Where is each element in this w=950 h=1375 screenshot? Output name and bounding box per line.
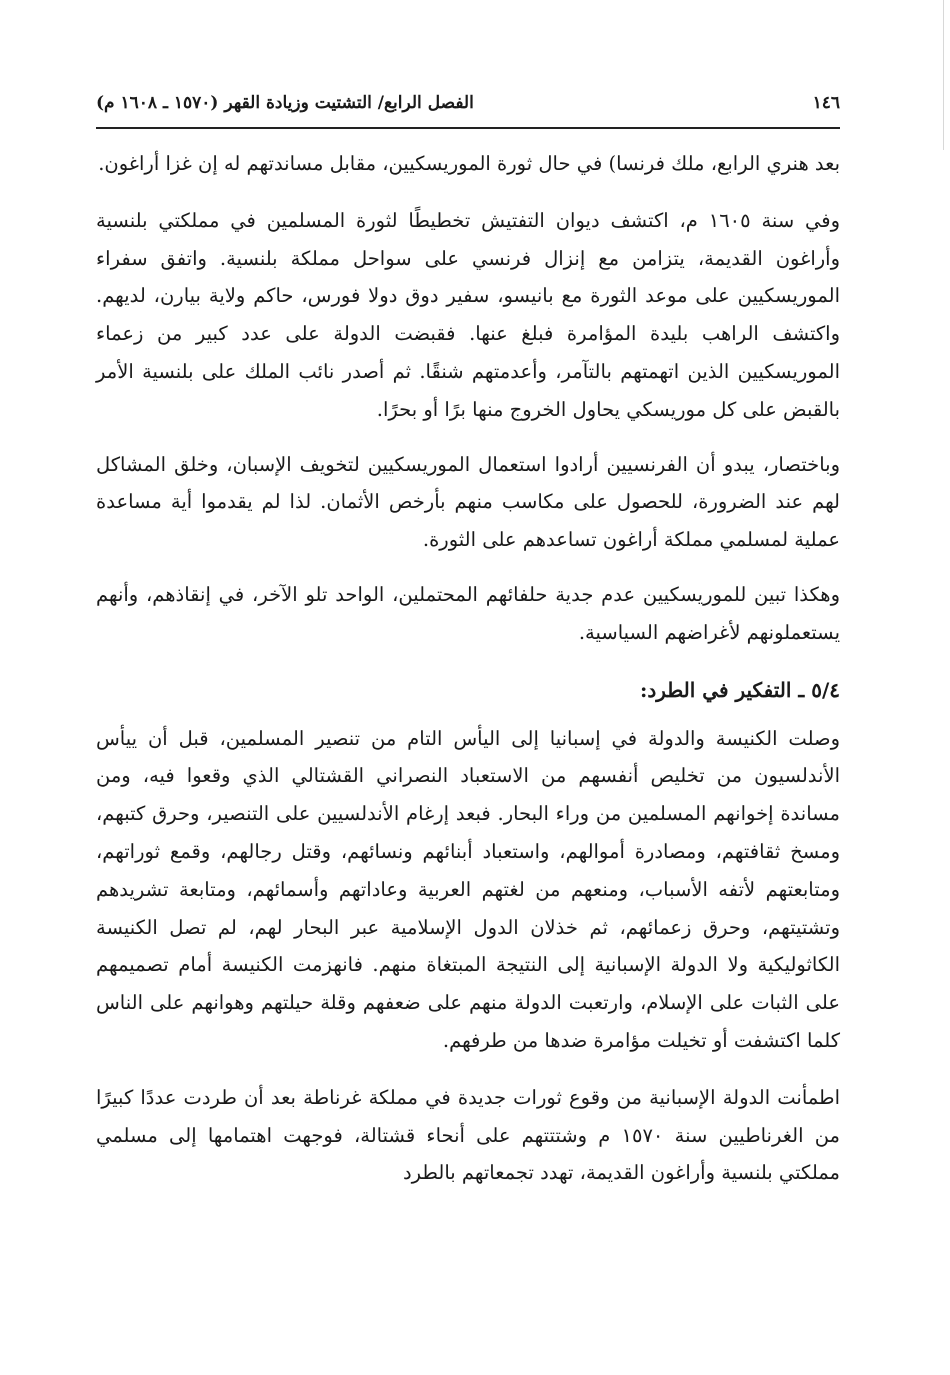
running-title: الفصل الرابع/ التشتيت وزيادة القهر (١٥٧٠ ـ ١٦٠٨ م) bbox=[96, 93, 474, 113]
running-header bbox=[96, 86, 840, 120]
page-number: ١٤٦ bbox=[812, 93, 840, 113]
header-divider bbox=[96, 127, 840, 129]
paragraph: وباختصار، يبدو أن الفرنسيين أرادوا استعمال الموريسكيين لتخويف الإسبان، وخلق المشاكل لهم عند الضرورة، للحصول على مكاسب منهم بأرخص الأثمان. لذا لم يقدموا أية مساعدة عملية لمسلمي مملكة أراغون تساعدهم على الثورة. bbox=[96, 452, 840, 552]
page-body bbox=[96, 145, 840, 1192]
paragraph: وهكذا تبين للموريسكيين عدم جدية حلفائهم المحتملين، الواحد تلو الآخر، في إنقاذهم، وأنهم يستعملونهم لأغراضهم السياسية. bbox=[96, 582, 840, 644]
paragraph: اطمأنت الدولة الإسبانية من وقوع ثورات جديدة في مملكة غرناطة بعد أن طردت عددًا كبيرًا من الغرناطيين سنة ١٥٧٠ م وشتتتهم على أنحاء قشتالة، فوجهت اهتمامها إلى مسلمي مملكتي بلنسية وأراغون القديمة، تهدد تجمعاتهم بالطرد bbox=[96, 1085, 840, 1185]
paragraph: وصلت الكنيسة والدولة في إسبانيا إلى اليأس التام من تنصير المسلمين، قبل أن ييأس الأندلسيون من تخليص أنفسهم من الاستعباد النصراني القشتالي الذي وقعوا فيه، ومن مساندة إخوانهم المسلمين من وراء البحار. فبعد إرغام الأندلسيين على التنصير، وحرق كتبهم، ومسخ ثقافتهم، ومصادرة أموالهم، واستعباد أبنائهم ونسائهم، وقتل رجالهم، وقمع ثوراتهم، ومتابعتهم لأتفه الأسباب، ومنعهم من لغتهم العربية وعاداتهم وأسمائهم، ومتابعة تشريدهم وتشتيتهم، وحرق زعمائهم، ثم خذلان الدول الإسلامية عبر البحار لهم، لم تصل الكنيسة الكاثوليكية ولا الدولة الإسبانية إلى النتيجة المبتغاة منهم. فانهزمت الكنيسة أمام تصميمهم على الثبات على الإسلام، وارتعبت الدولة منهم على ضعفهم وقلة حيلتهم وهوانهم على الناس كلما اكتشفت أو تخيلت مؤامرة ضدها من طرفهم. bbox=[96, 726, 840, 1052]
paragraph: بعد هنري الرابع، ملك فرنسا) في حال ثورة الموريسكيين، مقابل مساندتهم له إن غزا أراغون. bbox=[98, 152, 840, 175]
section-heading: ٥/٤ ـ التفكير في الطرد: bbox=[639, 677, 840, 702]
paragraph: وفي سنة ١٦٠٥ م، اكتشف ديوان التفتيش تخطيطًا لثورة المسلمين في مملكتي بلنسية وأراغون القديمة، يتزامن مع إنزال فرنسي على سواحل مملكة بلنسية. واتفق سفراء الموريسكيين على موعد الثورة مع بانيسو، سفير دوق دولا فورس، حاكم ولاية بيارن، لديهم. واكتشف الراهب بليدة المؤامرة فبلغ عنها. فقبضت الدولة على عدد كبير من زعماء الموريسكيين الذين اتهمتهم بالتآمر، وأعدمتهم شنقًا. ثم أصدر نائب الملك على بلنسية الأمر بالقبض على كل موريسكي يحاول الخروج منها برًا أو بحرًا. bbox=[96, 208, 840, 421]
scan-edge-line bbox=[940, 0, 944, 150]
